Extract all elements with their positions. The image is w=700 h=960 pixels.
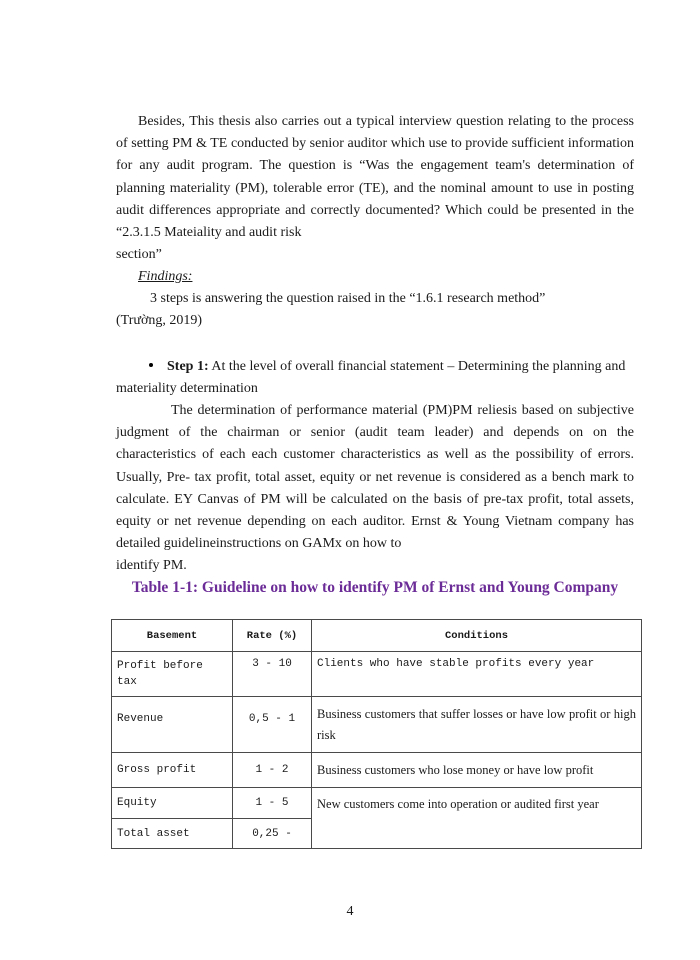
step-1-text: At the level of overall financial statement – Determining the planning and materiality determination	[116, 359, 626, 396]
intro-paragraph-last-line: section”	[116, 247, 162, 263]
rate-cell: 1 - 2	[233, 753, 312, 788]
findings-heading: Findings:	[138, 269, 193, 284]
conditions-cell: Business customers who lose money or have low profit	[312, 753, 642, 788]
table-row	[112, 697, 642, 753]
basement-cell: Revenue	[112, 697, 233, 753]
rate-cell: 3 - 10	[233, 652, 312, 697]
pm-determination-paragraph	[116, 400, 634, 578]
conditions-cell: Clients who have stable profits every year	[312, 652, 642, 697]
intro-paragraph	[116, 111, 634, 266]
rate-cell: 1 - 5	[233, 788, 312, 819]
header-conditions: Conditions	[312, 620, 642, 652]
basement-cell: Gross profit	[112, 753, 233, 788]
table-caption: Table 1-1: Guideline on how to identify PM of Ernst and Young Company	[131, 579, 619, 596]
conditions-cell: Business customers that suffer losses or have low profit or high risk	[312, 697, 642, 753]
pm-determination-last-line: identify PM.	[116, 558, 187, 574]
findings-paragraph-body: 3 steps is answering the question raised in the “1.6.1 research method”	[150, 291, 546, 306]
findings-paragraph	[116, 288, 634, 332]
intro-paragraph-body: Besides, This thesis also carries out a typical interview question relating to the process of setting PM & TE conducted by senior auditor which use to provide sufficient information for any audit program. The question is “Was the engagement team's determination of planning materiality (PM), tolerable error (TE), and the nominal amount to use in posting audit differences appropriate and correctly documented? Which could be presented in the “2.3.1.5 Mateiality and audit risk	[116, 114, 634, 241]
table-row	[112, 652, 642, 697]
basement-cell: Profit before tax	[112, 652, 233, 697]
table-header-row	[112, 620, 642, 652]
pm-determination-body: The determination of performance material (PM)PM reliesis based on subjective judgment of the chairman or senior (audit team leader) and depends on on the characteristics of each each customer characteristics as well as the possibility of errors. Usually, Pre- tax profit, total asset, equity or net revenue is considered as a bench mark to calculate. EY Canvas of PM will be calculated on the basis of pre-tax profit, total assets, equity or net revenue depending on each auditor. Ernst & Young Vietnam company has detailed guidelineinstructions on GAMx on how to	[116, 403, 634, 552]
basement-cell: Equity	[112, 788, 233, 819]
findings-paragraph-last-line: (Trường, 2019)	[116, 313, 203, 329]
table-row	[112, 753, 642, 788]
rate-cell: 0,25 -	[233, 819, 312, 849]
conditions-cell: New customers come into operation or audited first year	[312, 788, 642, 849]
step-1-item	[116, 356, 634, 400]
pm-guideline-table	[111, 619, 642, 849]
basement-cell: Total asset	[112, 819, 233, 849]
header-basement: Basement	[112, 620, 233, 652]
page-number: 4	[346, 904, 354, 919]
table-row	[112, 788, 642, 819]
header-rate: Rate (%)	[233, 620, 312, 652]
step-1-label: Step 1:	[167, 359, 209, 374]
rate-cell: 0,5 - 1	[233, 697, 312, 753]
bullet-icon	[149, 363, 153, 367]
